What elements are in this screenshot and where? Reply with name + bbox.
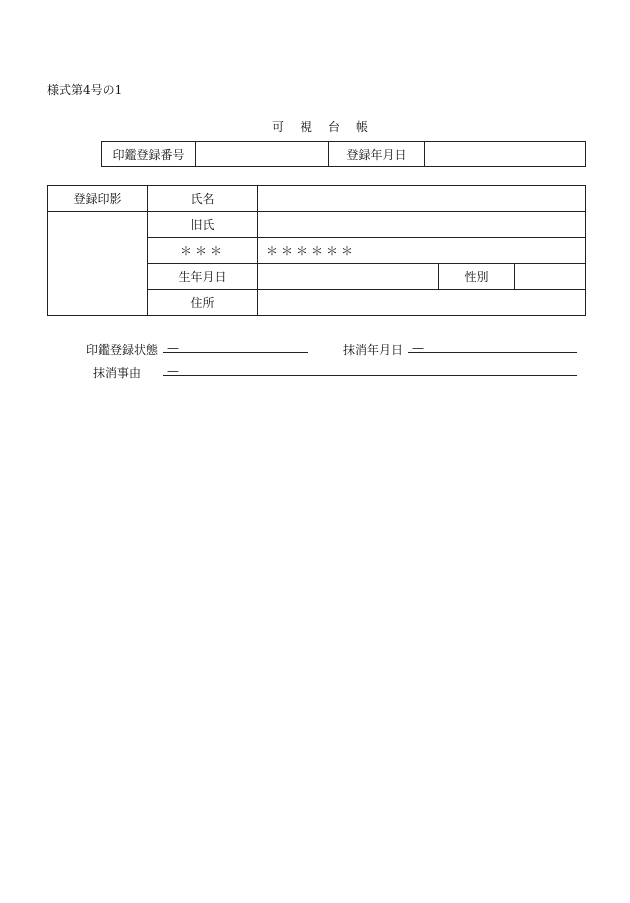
name-value [258, 186, 586, 212]
gender-value [515, 264, 586, 290]
document-title [272, 118, 384, 135]
registration-date-label: 登録年月日 [329, 142, 425, 167]
title-char: 視 [300, 120, 315, 134]
registration-number-value [196, 142, 329, 167]
registration-table [101, 141, 586, 167]
name-label: 氏名 [148, 186, 258, 212]
seal-impression-area [48, 212, 148, 316]
former-name-label: 旧氏 [148, 212, 258, 238]
form-number: 様式第4号の1 [47, 83, 123, 97]
cancel-reason-line [163, 375, 577, 376]
birth-date-value [258, 264, 439, 290]
registration-number-label: 印鑑登録番号 [102, 142, 196, 167]
title-char: 台 [328, 120, 343, 134]
registrant-table [47, 185, 586, 316]
registration-state-line [163, 352, 308, 353]
address-label: 住所 [148, 290, 258, 316]
former-name-value [258, 212, 586, 238]
cancel-reason-value: — [167, 364, 179, 378]
registration-state-value: — [167, 341, 179, 355]
birth-date-label: 生年月日 [148, 264, 258, 290]
seal-impression-label: 登録印影 [48, 186, 148, 212]
address-value [258, 290, 586, 316]
gender-label: 性別 [439, 264, 515, 290]
masked-label: ＊＊＊ [148, 238, 258, 264]
cancel-date-label: 抹消年月日 [343, 343, 404, 357]
masked-value: ＊＊＊＊＊＊ [258, 238, 586, 264]
title-char: 可 [272, 120, 287, 134]
registration-state-label: 印鑑登録状態 [86, 343, 159, 357]
title-char: 帳 [356, 120, 371, 134]
registration-date-value [425, 142, 586, 167]
cancel-reason-label: 抹消事由 [93, 366, 142, 380]
cancel-date-line [408, 352, 577, 353]
cancel-date-value: — [412, 341, 424, 355]
